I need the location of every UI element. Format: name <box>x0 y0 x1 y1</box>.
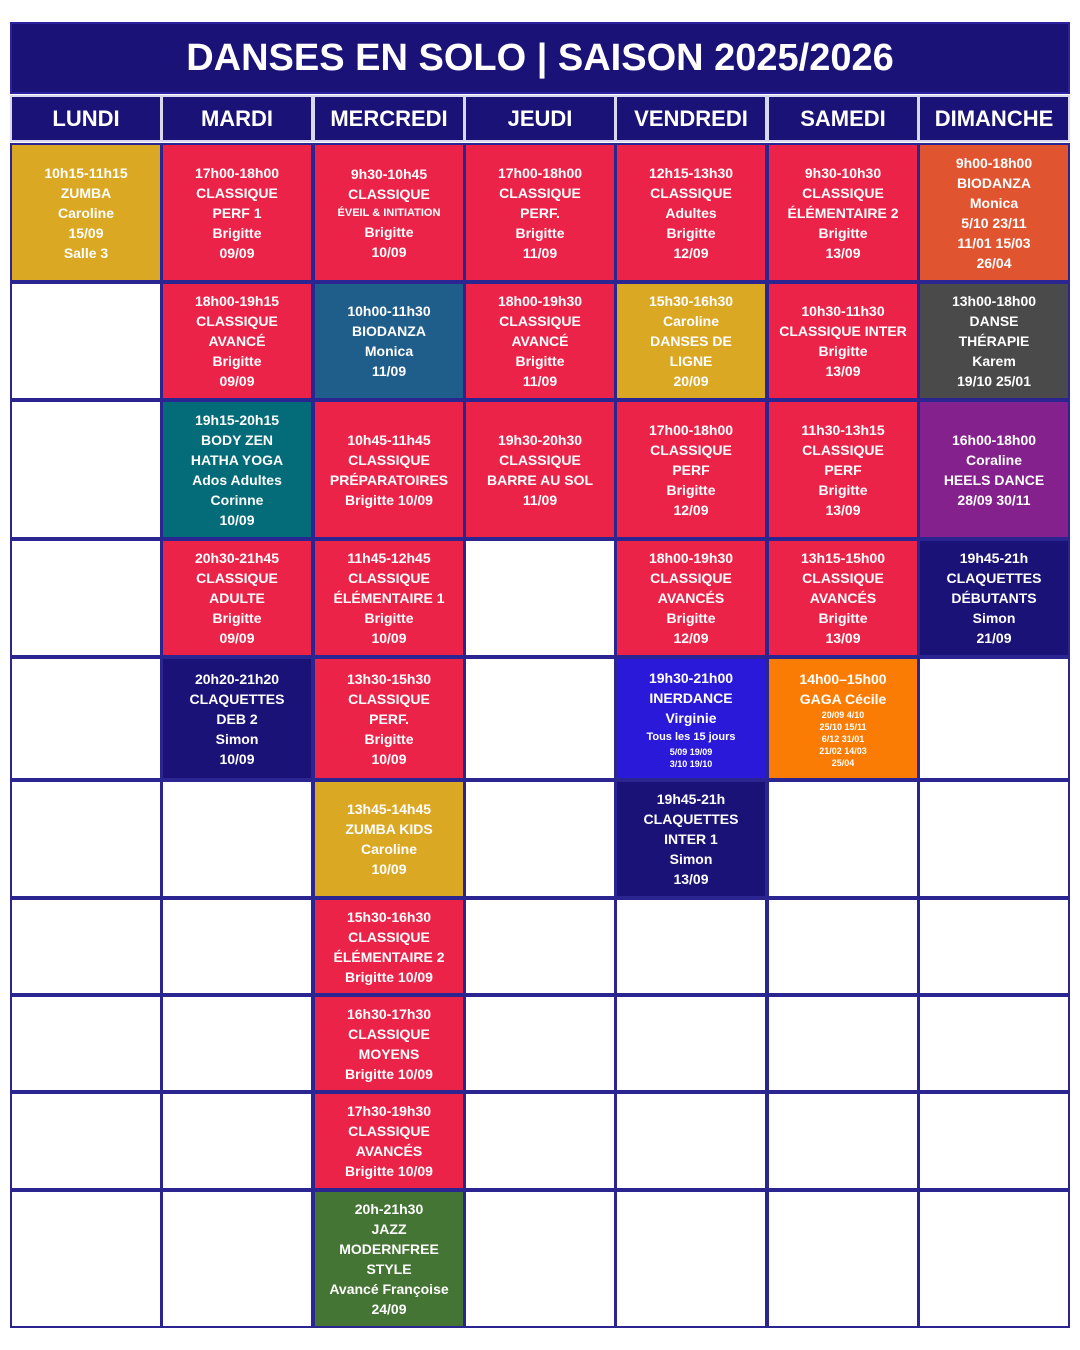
class-detail: Brigitte <box>364 730 414 747</box>
class-detail: 25/04 <box>831 757 855 768</box>
class-card[interactable] <box>615 400 767 539</box>
class-detail: ÉLÉMENTAIRE 2 <box>333 948 445 965</box>
class-time: 20h20-21h20 <box>194 670 280 687</box>
class-time: 14h00–15h00 <box>799 670 887 687</box>
class-detail: CLASSIQUE <box>348 928 430 945</box>
class-detail: Brigitte <box>818 343 868 359</box>
class-detail: DANSES DE <box>650 333 732 349</box>
empty-slot <box>615 995 767 1092</box>
class-detail: PERF <box>824 461 862 478</box>
class-detail: Virginie <box>665 709 717 726</box>
class-card[interactable] <box>615 143 767 282</box>
class-detail: 20/09 4/10 <box>821 709 865 720</box>
class-detail: Brigitte <box>364 610 414 626</box>
empty-slot <box>464 780 616 898</box>
day-header-dimanche: DIMANCHE <box>918 95 1070 142</box>
day-header-jeudi: JEUDI <box>464 95 616 142</box>
class-detail: CLASSIQUE <box>196 184 278 201</box>
empty-slot <box>464 898 616 995</box>
empty-slot <box>767 780 919 898</box>
class-detail: Brigitte <box>818 481 868 498</box>
class-time: 13h30-15h30 <box>346 670 432 687</box>
class-detail: CLASSIQUE <box>348 1123 430 1139</box>
class-detail: Ados Adultes <box>192 471 282 488</box>
class-detail: 10/09 <box>219 511 255 528</box>
class-detail: HEELS DANCE <box>943 471 1045 488</box>
class-detail: ÉVEIL & INITIATION <box>337 206 441 219</box>
class-detail: 26/04 <box>976 254 1012 271</box>
class-detail: Adultes <box>665 204 717 221</box>
empty-slot <box>10 995 162 1092</box>
class-detail: ÉLÉMENTAIRE 2 <box>787 204 899 221</box>
class-detail: Brigitte 10/09 <box>345 1065 433 1082</box>
class-detail: 3/10 19/10 <box>669 758 713 769</box>
class-detail: Caroline <box>57 204 114 221</box>
class-detail: Brigitte <box>666 610 716 626</box>
class-detail: CLASSIQUE <box>499 451 581 468</box>
class-detail: STYLE <box>366 1261 412 1277</box>
empty-slot <box>918 898 1070 995</box>
class-detail: Brigitte 10/09 <box>345 968 433 985</box>
class-card[interactable] <box>615 657 767 780</box>
empty-slot <box>615 898 767 995</box>
class-detail: INERDANCE <box>649 689 733 706</box>
class-card[interactable] <box>313 780 465 898</box>
class-time: 19h45-21h <box>959 550 1029 566</box>
empty-slot <box>161 1092 313 1190</box>
empty-slot <box>615 1092 767 1190</box>
class-detail: CLASSIQUE <box>650 184 732 201</box>
empty-slot <box>918 1092 1070 1190</box>
class-detail: Brigitte <box>666 481 716 498</box>
class-time: 17h00-18h00 <box>648 421 734 438</box>
class-time: 9h00-18h00 <box>955 154 1033 171</box>
class-time: 20h-21h30 <box>354 1201 424 1217</box>
class-detail: Brigitte 10/09 <box>345 491 433 508</box>
class-detail: PERF <box>672 461 710 478</box>
empty-slot <box>464 1190 616 1328</box>
class-detail: 10/09 <box>371 630 407 646</box>
class-detail: HATHA YOGA <box>190 451 284 468</box>
class-time: 10h00-11h30 <box>347 303 431 319</box>
class-detail: PERF 1 <box>212 204 262 221</box>
class-time: 10h30-11h30 <box>801 303 885 319</box>
class-card[interactable] <box>464 143 616 282</box>
class-card[interactable] <box>10 143 162 282</box>
class-card[interactable] <box>161 400 313 539</box>
class-detail: 13/09 <box>825 244 861 261</box>
class-card[interactable] <box>918 400 1070 539</box>
class-time: 11h30-13h15 <box>801 421 885 438</box>
class-detail: Simon <box>972 610 1016 626</box>
class-detail: 11/01 15/03 <box>957 234 1031 251</box>
class-detail: Simon <box>669 851 713 867</box>
class-time: 19h30-21h00 <box>648 669 734 686</box>
empty-slot <box>767 1190 919 1328</box>
class-detail: Coraline <box>965 451 1022 468</box>
class-detail: CLASSIQUE <box>348 451 430 468</box>
class-detail: Brigitte <box>818 610 868 626</box>
class-detail: 28/09 30/11 <box>957 491 1031 508</box>
class-detail: Brigitte <box>515 224 565 241</box>
empty-slot <box>161 1190 313 1328</box>
class-time: 17h30-19h30 <box>346 1103 432 1119</box>
empty-slot <box>10 1190 162 1328</box>
class-time: 11h45-12h45 <box>347 550 431 566</box>
class-detail: 12/09 <box>673 630 709 646</box>
empty-slot <box>767 1092 919 1190</box>
class-detail: 6/12 31/01 <box>821 733 865 744</box>
class-time: 15h30-16h30 <box>648 293 734 309</box>
class-detail: ÉLÉMENTAIRE 1 <box>333 590 445 606</box>
empty-slot <box>767 995 919 1092</box>
class-time: 12h15-13h30 <box>648 164 734 181</box>
class-detail: Brigitte <box>818 224 868 241</box>
empty-slot <box>10 400 162 539</box>
empty-slot <box>615 1190 767 1328</box>
class-card[interactable] <box>161 143 313 282</box>
class-card[interactable] <box>161 657 313 780</box>
empty-slot <box>161 780 313 898</box>
class-detail: CLASSIQUE <box>802 570 884 586</box>
empty-slot <box>464 1092 616 1190</box>
class-detail: GAGA Cécile <box>799 690 887 707</box>
class-card[interactable] <box>615 282 767 400</box>
class-card[interactable] <box>313 657 465 780</box>
class-detail: 15/09 <box>68 224 104 241</box>
class-detail: Caroline <box>360 841 417 857</box>
class-detail: MODERNFREE <box>339 1241 439 1257</box>
class-card[interactable] <box>313 995 465 1092</box>
class-detail: CLASSIQUE <box>650 570 732 586</box>
class-detail: 10/09 <box>371 243 407 260</box>
class-detail: 11/09 <box>371 363 407 379</box>
class-detail: 5/09 19/09 <box>669 746 713 757</box>
class-time: 19h30-20h30 <box>497 431 583 448</box>
class-card[interactable] <box>313 539 465 657</box>
class-detail: Brigitte 10/09 <box>345 1163 433 1179</box>
class-detail: CLAQUETTES <box>946 570 1042 586</box>
class-detail: 20/09 <box>673 373 709 389</box>
class-card[interactable] <box>313 1190 465 1328</box>
class-detail: Brigitte <box>212 353 262 369</box>
class-time: 19h45-21h <box>656 791 726 807</box>
class-time: 13h15-15h00 <box>800 550 886 566</box>
class-time: 17h00-18h00 <box>497 164 583 181</box>
class-card[interactable] <box>615 780 767 898</box>
empty-slot <box>464 657 616 780</box>
class-card[interactable] <box>767 143 919 282</box>
class-detail: 13/09 <box>825 363 861 379</box>
class-detail: Brigitte <box>212 610 262 626</box>
class-detail: ADULTE <box>209 590 265 606</box>
class-time: 20h30-21h45 <box>194 550 280 566</box>
class-detail: MOYENS <box>358 1045 420 1062</box>
day-header-lundi: LUNDI <box>10 95 162 142</box>
class-detail: 11/09 <box>522 244 558 261</box>
class-detail: 19/10 25/01 <box>957 373 1031 389</box>
class-time: 17h00-18h00 <box>194 164 280 181</box>
class-detail: AVANCÉS <box>809 590 877 606</box>
class-time: 10h15-11h15 <box>44 164 128 181</box>
class-detail: 24/09 <box>371 1301 407 1317</box>
class-detail: AVANCÉ <box>511 333 569 349</box>
class-detail: INTER 1 <box>664 831 718 847</box>
empty-slot <box>10 898 162 995</box>
class-detail: DEB 2 <box>216 710 258 727</box>
class-detail: AVANCÉ <box>208 333 266 349</box>
class-detail: ZUMBA KIDS <box>345 821 433 837</box>
class-card[interactable] <box>767 282 919 400</box>
class-card[interactable] <box>767 400 919 539</box>
empty-slot <box>918 657 1070 780</box>
empty-slot <box>464 539 616 657</box>
class-detail: 21/02 14/03 <box>819 745 867 756</box>
empty-slot <box>918 1190 1070 1328</box>
class-detail: 09/09 <box>219 630 255 646</box>
class-time: 15h30-16h30 <box>346 908 432 925</box>
class-time: 13h00-18h00 <box>951 293 1037 309</box>
class-detail: 13/09 <box>825 630 861 646</box>
class-detail: AVANCÉS <box>657 590 725 606</box>
class-time: 13h45-14h45 <box>346 801 432 817</box>
class-card[interactable] <box>615 539 767 657</box>
class-time: 18h00-19h30 <box>648 550 734 566</box>
class-detail: 21/09 <box>976 630 1012 646</box>
class-detail: JAZZ <box>371 1221 407 1237</box>
page-title: DANSES EN SOLO | SAISON 2025/2026 <box>10 22 1070 94</box>
class-detail: Simon <box>215 730 259 747</box>
empty-slot <box>918 995 1070 1092</box>
class-detail: BARRE AU SOL <box>486 471 594 488</box>
class-card[interactable] <box>313 400 465 539</box>
day-header-vendredi: VENDREDI <box>615 95 767 142</box>
class-detail: CLASSIQUE <box>802 184 884 201</box>
empty-slot <box>161 995 313 1092</box>
class-detail: CLASSIQUE <box>802 441 884 458</box>
empty-slot <box>464 995 616 1092</box>
class-detail: Caroline <box>662 313 719 329</box>
class-time: 16h30-17h30 <box>346 1005 432 1022</box>
class-detail: PRÉPARATOIRES <box>329 471 449 488</box>
class-detail: THÉRAPIE <box>958 333 1030 349</box>
class-detail: 25/10 15/11 <box>819 721 867 732</box>
class-detail: CLAQUETTES <box>643 811 739 827</box>
class-detail: Brigitte <box>364 223 414 240</box>
class-detail: Brigitte <box>515 353 565 369</box>
class-detail: CLASSIQUE <box>196 313 278 329</box>
class-detail: 11/09 <box>522 373 558 389</box>
class-card[interactable] <box>918 282 1070 400</box>
class-detail: BODY ZEN <box>200 431 274 448</box>
class-card[interactable] <box>464 400 616 539</box>
class-detail: ZUMBA <box>60 184 112 201</box>
class-card[interactable] <box>313 1092 465 1190</box>
class-time: 16h00-18h00 <box>951 431 1037 448</box>
class-detail: PERF. <box>520 204 560 221</box>
class-detail: Salle 3 <box>63 244 109 261</box>
class-detail: CLASSIQUE INTER <box>779 323 907 339</box>
class-card[interactable] <box>918 143 1070 282</box>
class-detail: Brigitte <box>212 224 262 241</box>
class-detail: AVANCÉS <box>355 1143 423 1159</box>
class-detail: Karem <box>972 353 1016 369</box>
empty-slot <box>10 539 162 657</box>
class-card[interactable] <box>767 539 919 657</box>
class-detail: CLASSIQUE <box>348 690 430 707</box>
class-detail: CLASSIQUE <box>348 1025 430 1042</box>
class-detail: 09/09 <box>219 244 255 261</box>
class-detail: 10/09 <box>371 861 407 877</box>
class-card[interactable] <box>161 539 313 657</box>
class-detail: Monica <box>969 194 1019 211</box>
class-detail: 10/09 <box>219 750 255 767</box>
class-detail: 5/10 23/11 <box>961 214 1027 231</box>
class-detail: Corinne <box>210 491 264 508</box>
class-detail: BIODANZA <box>957 174 1031 191</box>
class-detail: 09/09 <box>219 373 255 389</box>
class-detail: DANSE <box>969 313 1019 329</box>
class-card[interactable] <box>918 539 1070 657</box>
class-detail: Avancé Françoise <box>329 1281 449 1297</box>
class-card[interactable] <box>313 143 465 282</box>
day-header-mardi: MARDI <box>161 95 313 142</box>
class-detail: CLASSIQUE <box>196 570 278 586</box>
class-detail: 12/09 <box>673 501 709 518</box>
class-detail: 11/09 <box>522 491 558 508</box>
class-detail: CLASSIQUE <box>499 184 581 201</box>
empty-slot <box>918 780 1070 898</box>
class-detail: CLASSIQUE <box>499 313 581 329</box>
empty-slot <box>767 898 919 995</box>
day-header-samedi: SAMEDI <box>767 95 919 142</box>
class-detail: CLASSIQUE <box>348 570 430 586</box>
class-detail: CLASSIQUE <box>348 185 430 202</box>
class-detail: 12/09 <box>673 244 709 261</box>
class-time: 18h00-19h30 <box>497 293 583 309</box>
class-card[interactable] <box>767 657 919 780</box>
class-detail: 13/09 <box>825 501 861 518</box>
class-time: 10h45-11h45 <box>347 431 431 448</box>
class-detail: Monica <box>364 343 414 359</box>
class-detail: PERF. <box>369 710 409 727</box>
class-detail: 10/09 <box>371 750 407 767</box>
class-detail: Brigitte <box>666 224 716 241</box>
class-card[interactable] <box>313 282 465 400</box>
class-time: 19h15-20h15 <box>194 411 280 428</box>
class-card[interactable] <box>464 282 616 400</box>
class-detail: LIGNE <box>669 353 713 369</box>
day-header-mercredi: MERCREDI <box>313 95 465 142</box>
class-time: 9h30-10h45 <box>350 165 428 182</box>
class-time: 18h00-19h15 <box>194 293 280 309</box>
empty-slot <box>10 780 162 898</box>
class-time: 9h30-10h30 <box>804 164 882 181</box>
empty-slot <box>161 898 313 995</box>
class-card[interactable] <box>161 282 313 400</box>
class-detail: CLASSIQUE <box>650 441 732 458</box>
empty-slot <box>10 657 162 780</box>
class-detail: CLAQUETTES <box>189 690 285 707</box>
empty-slot <box>10 282 162 400</box>
class-detail: Tous les 15 jours <box>646 730 736 743</box>
empty-slot <box>10 1092 162 1190</box>
class-detail: 13/09 <box>673 871 709 887</box>
class-detail: DÉBUTANTS <box>951 590 1037 606</box>
class-card[interactable] <box>313 898 465 995</box>
class-detail: BIODANZA <box>352 323 426 339</box>
